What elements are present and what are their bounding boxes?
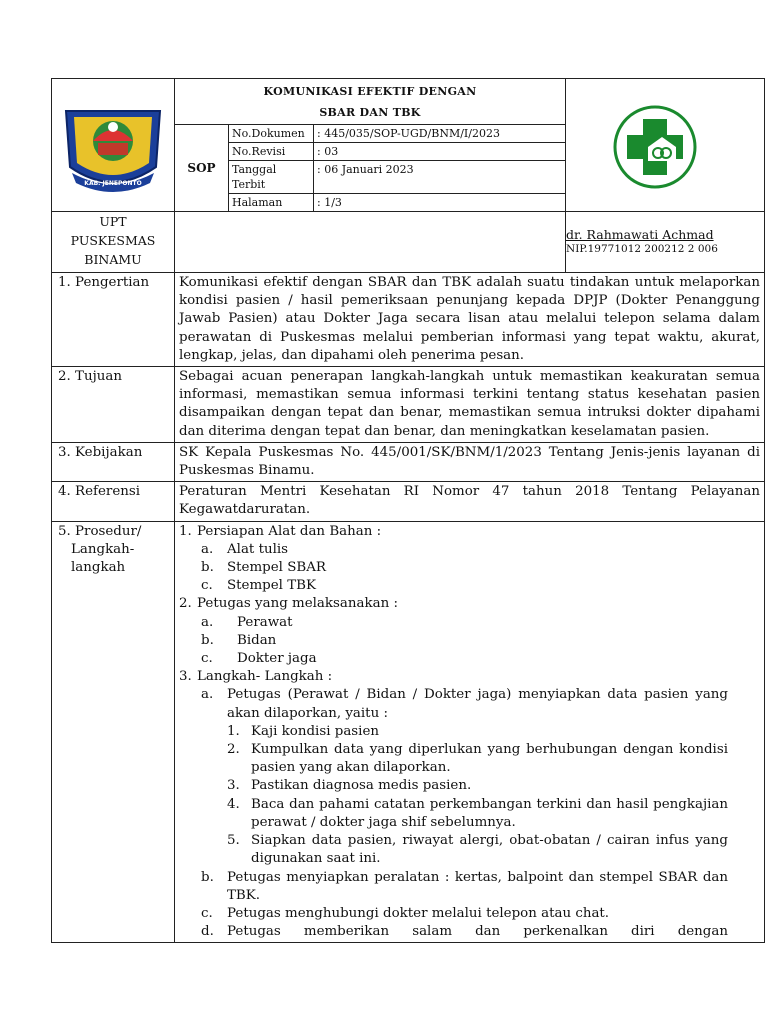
- list-item: a. Petugas (Perawat / Bidan / Dokter jaga) menyiapkan data pasien yang akan dilaporkan, yaitu :: [201, 687, 728, 721]
- list-item: a. Perawat: [201, 614, 293, 630]
- list-item: b. Petugas menyiapkan peralatan : kertas, balpoint dan stempel SBAR dan TBK.: [201, 869, 728, 903]
- list-item: 3. Pastikan diagnosa medis pasien.: [227, 778, 472, 794]
- section-text-kebijakan: SK Kepala Puskesmas No. 445/001/SK/BNM/1/2023 Tentang Jenis-jenis layanan di Puskesmas Binamu.: [175, 442, 765, 481]
- document-meta: No.Dokumen : 445/035/SOP-UGD/BNM/I/2023 No.Revisi : 03 Tanggal Terbit : 06 Januari 2023 Halaman : 1/3: [229, 125, 566, 212]
- puskesmas-cross-logo-icon: [566, 79, 765, 207]
- section-text-referensi: Peraturan Mentri Kesehatan RI Nomor 47 tahun 2018 Tentang Pelayanan Kegawatdaruratan.: [175, 482, 765, 521]
- organization-name: UPT PUSKESMAS BINAMU: [52, 212, 175, 273]
- list-item: 2. Petugas yang melaksanakan :: [179, 596, 398, 612]
- list-item: 3. Langkah- Langkah :: [179, 669, 333, 685]
- list-item: 1. Persiapan Alat dan Bahan :: [179, 523, 382, 539]
- list-item: c. Dokter jaga: [201, 651, 317, 667]
- list-item: 2. Kumpulkan data yang diperlukan yang berhubungan dengan kondisi pasien yang akan dilaporkan.: [227, 742, 728, 776]
- signer-block: dr. Rahmawati Achmad NIP.19771012 200212 2 006: [566, 212, 765, 273]
- list-item: b. Stempel SBAR: [201, 560, 326, 576]
- blank-cell: [175, 212, 566, 273]
- section-text-prosedur: [175, 521, 765, 943]
- section-label-prosedur: 5. Prosedur/ Langkah- langkah: [52, 521, 175, 943]
- section-label-tujuan: 2. Tujuan: [52, 367, 175, 443]
- list-item: b. Bidan: [201, 632, 277, 648]
- list-item: c. Stempel TBK: [201, 578, 316, 594]
- list-item: a. Alat tulis: [201, 541, 289, 557]
- section-label-pengertian: 1. Pengertian: [52, 273, 175, 367]
- list-item: 5. Siapkan data pasien, riwayat alergi, obat-obatan / cairan infus yang digunakan saat ini.: [227, 833, 728, 867]
- list-item: 4. Baca dan pahami catatan perkembangan terkini dan hasil pengkajian perawat / dokter jaga shif sebelumnya.: [227, 796, 728, 830]
- regency-logo-cell: [52, 79, 175, 212]
- section-text-pengertian: Komunikasi efektif dengan SBAR dan TBK adalah suatu tindakan untuk melaporkan kondisi pasien / hasil pemeriksaan penunjang kepada DPJP (Dokter Penanggung Jawab Pasien) atau Dokter Jaga secara lisan atau melalui telepon selama dalam perawatan di Puskesmas melalui pemberian informasi yang tepat waktu, akurat, lengkap, jelas, dan dipahami oleh penerima pesan.: [175, 273, 765, 367]
- document-title: KOMUNIKASI EFEKTIF DENGAN SBAR DAN TBK: [175, 79, 566, 125]
- sop-document: [51, 78, 764, 943]
- list-item: d. Petugas memberikan salam dan perkenalkan diri dengan: [201, 924, 728, 940]
- section-label-referensi: 4. Referensi: [52, 482, 175, 521]
- sop-table: [51, 78, 765, 943]
- jeneponto-emblem-icon: [52, 79, 174, 207]
- logo-text: KAB. JENEPONTO: [84, 180, 142, 187]
- sop-label: SOP: [175, 125, 229, 212]
- list-item: c. Petugas menghubungi dokter melalui telepon atau chat.: [201, 905, 610, 921]
- puskesmas-logo-cell: [566, 79, 765, 212]
- section-text-tujuan: Sebagai acuan penerapan langkah-langkah untuk memastikan keakuratan semua informasi, memastikan semua informasi terkini tentang status kesehatan pasien disampaikan dengan tepat dan benar, memastikan semua intruksi dokter dipahami dan diterima dengan tepat dan benar, dan meningkatkan keselamatan pasien.: [175, 367, 765, 443]
- section-label-kebijakan: 3. Kebijakan: [52, 442, 175, 481]
- list-item: 1. Kaji kondisi pasien: [227, 723, 380, 739]
